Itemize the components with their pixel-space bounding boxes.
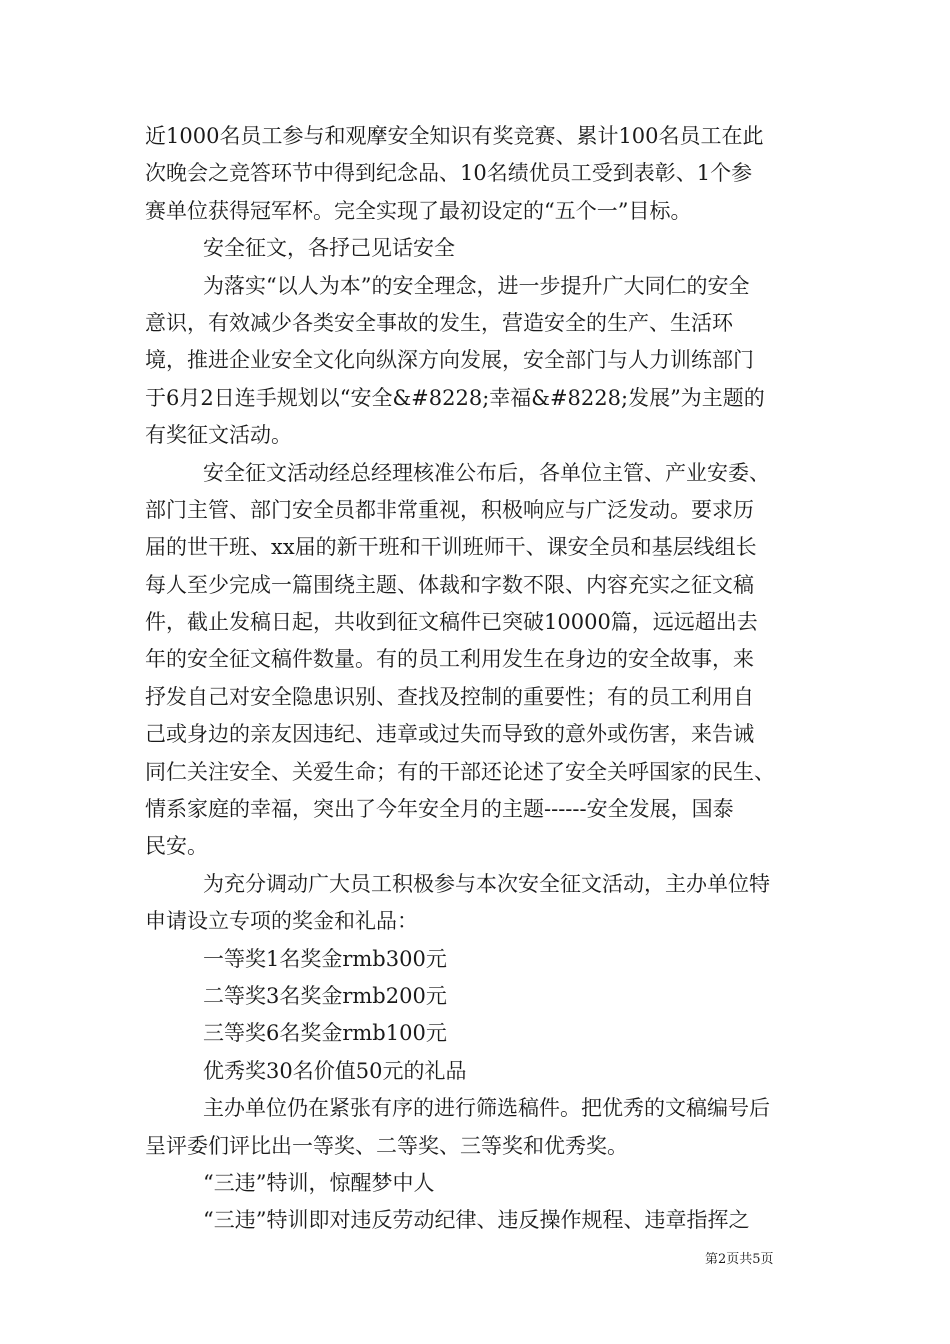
text-line: 己或身边的亲友因违纪、违章或过失而导致的意外或伤害，来告诫: [145, 722, 754, 747]
text-line: 申请设立专项的奖金和礼品：: [145, 909, 418, 934]
text-line: 同仁关注安全、关爱生命；有的干部还论述了安全关呼国家的民生、: [145, 759, 775, 784]
text-line: 主办单位仍在紧张有序的进行筛选稿件。把优秀的文稿编号后: [203, 1096, 770, 1121]
text-line: 赛单位获得冠军杯。完全实现了最初设定的“五个一”目标。: [145, 198, 692, 223]
text-line: 安全征文活动经总经理核准公布后，各单位主管、产业安委、: [203, 460, 770, 485]
text-line: 每人至少完成一篇围绕主题、体裁和字数不限、内容充实之征文稿: [145, 572, 754, 597]
text-line: 民安。: [145, 834, 208, 859]
text-line: 呈评委们评比出一等奖、二等奖、三等奖和优秀奖。: [145, 1133, 628, 1158]
text-line: 情系家庭的幸福，突出了今年安全月的主题------安全发展，国泰: [145, 797, 734, 822]
text-line: 近1000名员工参与和观摩安全知识有奖竞赛、累计100名员工在此: [145, 124, 764, 148]
text-line: 年的安全征文稿件数量。有的员工利用发生在身边的安全故事，来: [145, 647, 754, 672]
text-line: 有奖征文活动。: [145, 423, 292, 448]
prize-item: 一等奖1名奖金rmb300元: [203, 946, 447, 971]
text-line: 为充分调动广大员工积极参与本次安全征文活动，主办单位特: [203, 871, 770, 896]
text-line: 件，截止发稿日起，共收到征文稿件已突破10000篇，远远超出去: [145, 610, 758, 635]
body-text: [145, 118, 815, 1240]
text-line: 意识，有效减少各类安全事故的发生，营造安全的生产、生活环: [145, 310, 733, 335]
text-line: 为落实“以人为本”的安全理念，进一步提升广大同仁的安全: [203, 273, 750, 298]
prize-item: 二等奖3名奖金rmb200元: [203, 983, 447, 1008]
text-line: 于6月2日连手规划以“安全&#8228;幸福&#8228;发展”为主题的: [145, 385, 765, 410]
text-line: 次晚会之竞答环节中得到纪念品、10名绩优员工受到表彰、1个参: [145, 161, 753, 186]
text-line: 部门主管、部门安全员都非常重视，积极响应与广泛发动。要求历: [145, 497, 754, 522]
text-line: 抒发自己对安全隐患识别、查找及控制的重要性；有的员工利用自: [145, 684, 754, 709]
section-heading: 安全征文，各抒己见话安全: [203, 236, 455, 261]
prize-item: 优秀奖30名价值50元的礼品: [203, 1058, 467, 1083]
text-line: “三违”特训即对违反劳动纪律、违反操作规程、违章指挥之: [203, 1208, 750, 1233]
text-line: 届的世干班、xx届的新干班和干训班师干、课安全员和基层线组长: [145, 535, 757, 560]
section-heading: “三违”特训，惊醒梦中人: [203, 1170, 435, 1195]
text-line: 境，推进企业安全文化向纵深方向发展，安全部门与人力训练部门: [145, 348, 754, 373]
page-number: 第2页共5页: [705, 1252, 774, 1267]
prize-item: 三等奖6名奖金rmb100元: [203, 1021, 447, 1046]
